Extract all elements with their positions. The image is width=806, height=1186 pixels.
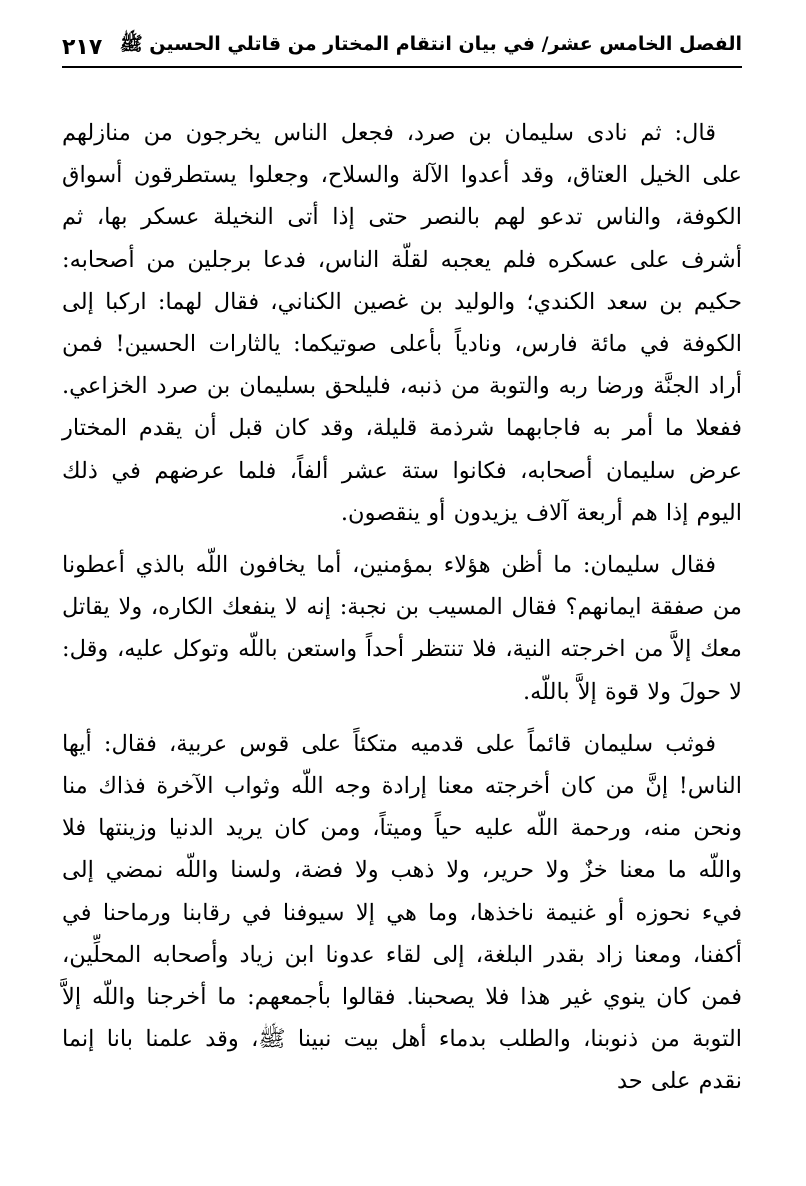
paragraph: فوثب سليمان قائماً على قدميه متكئاً على قوس عربية، فقال: أيها الناس! إنَّ من كان أخرجته معنا إرادة وجه اللّه وثواب الآخرة فذاك منا ونحن منه، ورحمة اللّه عليه حياً وميتاً، ومن كان يريد الدنيا وزينتها فلا واللّه ما معنا خزٌ ولا حرير، ولا ذهب ولا فضة، ولسنا واللّه نمضي إلى فيء نحوزه أو غنيمة ناخذها، وما هي إلا سيوفنا في رقابنا ورماحنا في أكفنا، ومعنا زاد بقدر البلغة، إلى لقاء عدونا ابن زياد وأصحابه المحلِّين، فمن كان ينوي غير هذا فلا يصحبنا. فقالوا بأجمعهم: ما أخرجنا واللّه إلاَّ التوبة من ذنوبنا، والطلب بدماء أهل بيت نبينا ﷺ، وقد علمنا بانا إنما نقدم على حد <box>62 730 742 1095</box>
page-number: ٢١٧ <box>62 35 103 60</box>
paragraph: فقال سليمان: ما أظن هؤلاء بمؤمنين، أما يخافون اللّه بالذي أعطونا من صفقة ايمانهم؟ فقال المسيب بن نجبة: إنه لا ينفعك الكاره، ولا يقاتل معك إلاَّ من اخرجته النية، فلا تنتظر أحداً واستعن باللّه وتوكل عليه، وقل: لا حولَ ولا قوة إلاَّ باللّه. <box>62 552 742 705</box>
paragraph: قال: ثم نادى سليمان بن صرد، فجعل الناس يخرجون من منازلهم على الخيل العتاق، وقد أعدوا الآلة والسلاح، وجعلوا يستطرقون أسواق الكوفة، والناس تدعو لهم بالنصر حتى إذا أتى النخيلة عسكر بها، ثم أشرف على عسكره فلم يعجبه لقلّة الناس، فدعا برجلين من أصحابه: حكيم بن سعد الكندي؛ والوليد بن غصين الكناني، فقال لهما: اركبا إلى الكوفة في مائة فارس، ونادياً بأعلى صوتيكما: يالثارات الحسين! فمن أراد الجنَّة ورضا ربه والتوبة من ذنبه، فليلحق بسليمان بن صرد الخزاعي. ففعلا ما أمر به فاجابهما شرذمة قليلة، وقد كان قبل أن يقدم المختار عرض سليمان أصحابه، فكانوا ستة عشر ألفاً، فلما عرضهم في ذلك اليوم إذا هم أربعة آلاف يزيدون أو ينقصون. <box>62 120 742 526</box>
book-page <box>62 28 742 1186</box>
running-head: الفصل الخامس عشر/ في بيان انتقام المختار من قاتلي الحسين ﷺ <box>119 33 742 55</box>
body-text <box>62 112 742 1103</box>
page-header <box>62 28 742 68</box>
